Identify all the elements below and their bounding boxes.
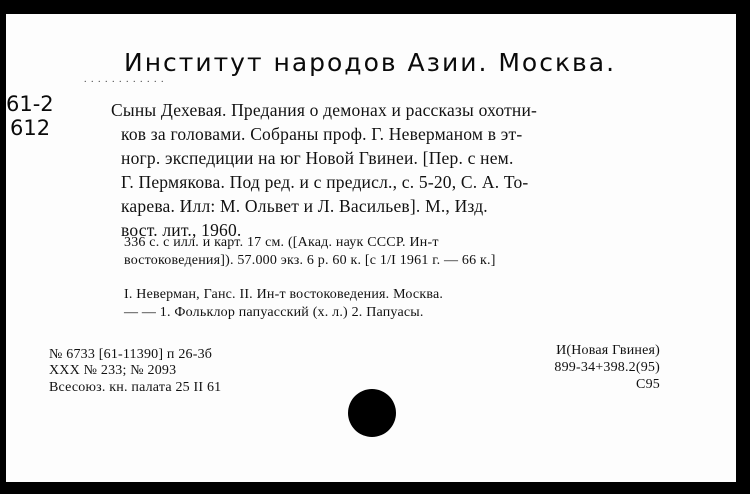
physical-description-line-1: 336 с. с илл. и карт. 17 см. ([Акад. наук СССР. Ин-т — [124, 235, 439, 250]
record-info-line-3: Всесоюз. кн. палата 25 II 61 — [49, 380, 222, 395]
punch-hole — [348, 389, 396, 437]
record-info-line-1: № 6733 [61-11390] п 26-3б — [49, 347, 213, 362]
catalog-card — [6, 14, 736, 482]
classification-line-2: 899-34+398.2(95) — [554, 360, 660, 375]
physical-description-line-2: востоковедения]). 57.000 экз. 6 р. 60 к. [с 1/I 1961 г. — 66 к.] — [124, 253, 496, 268]
description-line-3: ногр. экспедиции на юг Новой Гвинеи. [Пер. с нем. — [121, 148, 514, 168]
description-line-5: карева. Илл: М. Ольвет и Л. Васильев]. М., Изд. — [121, 196, 488, 216]
shelf-mark-line2: 612 — [10, 116, 51, 140]
tracings-line-2: — — 1. Фольклор папуасский (х. л.) 2. Папуасы. — [124, 305, 424, 320]
header-leader-dots: . . . . . . . . . . . . — [84, 74, 165, 85]
description-line-4: Г. Пермякова. Под ред. и с предисл., с. 5-20, С. А. То- — [121, 172, 529, 192]
tracings-line-1: I. Неверман, Ганс. II. Ин-т востоковедения. Москва. — [124, 287, 444, 302]
description-line-6: вост. лит., 1960. — [121, 220, 242, 240]
handwritten-institute-header: Институт народов Азии. Москва. — [124, 48, 617, 77]
description-line-2: ков за головами. Собраны проф. Г. Неверманом в эт- — [121, 124, 523, 144]
classification-line-3: С95 — [636, 377, 660, 392]
description-line-1: Сыны Дехевая. Предания о демонах и рассказы охотни- — [111, 100, 538, 120]
shelf-mark-line1: 61-2 — [6, 92, 54, 116]
classification-line-1: И(Новая Гвинея) — [556, 343, 660, 358]
record-info-line-2: XXX № 233; № 2093 — [49, 363, 177, 378]
